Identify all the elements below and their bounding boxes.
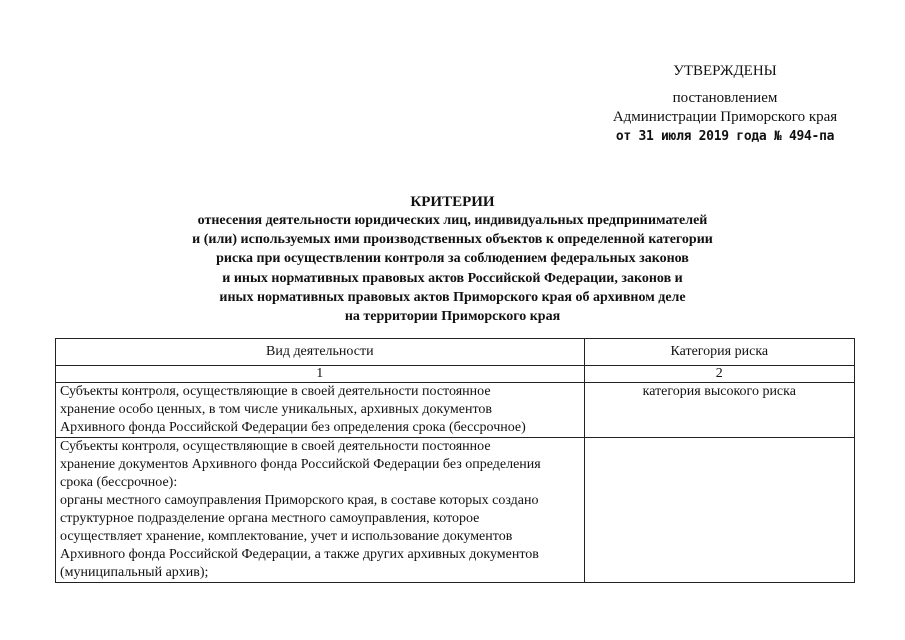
activity-line: органы местного самоуправления Приморского края, в составе которых создано	[60, 493, 539, 508]
document-title	[90, 193, 815, 326]
approval-line: постановлением	[672, 90, 778, 106]
risk-cell	[584, 438, 854, 583]
title-line: на территории Приморского края	[344, 309, 561, 325]
approval-date-number: от 31 июля 2019 года № 494-па	[615, 129, 835, 144]
column-header-risk: Категория риска	[584, 339, 854, 366]
table-header-row	[56, 339, 855, 366]
activity-line: хранение особо ценных, в том числе уникальных, архивных документов	[60, 402, 493, 417]
activity-cell	[56, 438, 585, 583]
title-line: иных нормативных правовых актов Приморского края об архивном деле	[219, 289, 686, 305]
table-row	[56, 383, 855, 438]
column-header-activity: Вид деятельности	[56, 339, 585, 366]
activity-line: (муниципальный архив);	[60, 565, 209, 580]
table-row	[56, 438, 855, 583]
activity-line: Субъекты контроля, осуществляющие в своей деятельности постоянное	[60, 439, 491, 454]
activity-line: Архивного фонда Российской Федерации, а также других архивных документов	[60, 547, 539, 562]
activity-line: хранение документов Архивного фонда Российской Федерации без определения	[60, 457, 541, 472]
title-line: и иных нормативных правовых актов Российской Федерации, законов и	[222, 270, 683, 286]
column-number-row	[56, 366, 855, 383]
approval-stamp	[600, 62, 850, 146]
activity-line: структурное подразделение органа местного самоуправления, которое	[60, 511, 480, 526]
title-line: и (или) используемых ими производственных объектов к определенной категории	[192, 232, 713, 248]
title-line: отнесения деятельности юридических лиц, индивидуальных предпринимателей	[197, 213, 708, 228]
approval-heading: УТВЕРЖДЕНЫ	[673, 63, 777, 79]
column-number: 1	[56, 366, 585, 383]
column-number: 2	[584, 366, 854, 383]
approval-line: Администрации Приморского края	[612, 109, 838, 125]
activity-line: Субъекты контроля, осуществляющие в своей деятельности постоянное	[60, 384, 491, 399]
criteria-table	[55, 338, 855, 583]
title-main: КРИТЕРИИ	[410, 194, 495, 210]
activity-line: срока (бессрочное):	[60, 475, 178, 490]
risk-cell: категория высокого риска	[584, 383, 854, 438]
activity-line: осуществляет хранение, комплектование, учет и использование документов	[60, 529, 513, 544]
activity-cell	[56, 383, 585, 438]
title-line: риска при осуществлении контроля за соблюдением федеральных законов	[216, 251, 689, 267]
activity-line: Архивного фонда Российской Федерации без определения срока (бессрочное)	[60, 420, 526, 435]
